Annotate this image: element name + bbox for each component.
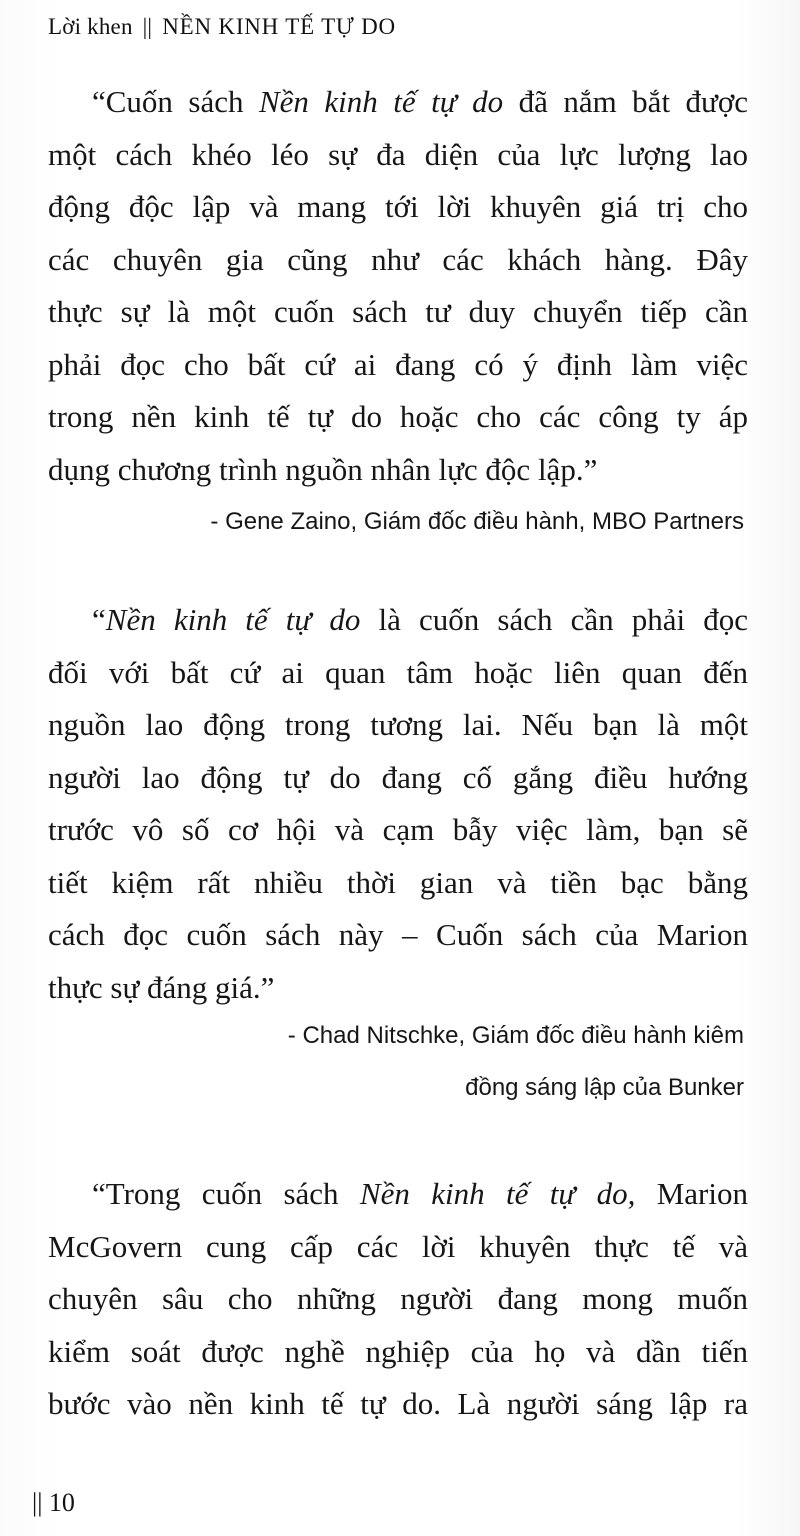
attribution-line: đồng sáng lập của Bunker xyxy=(465,1074,744,1101)
quote-line: nguồn lao động trong tương lai. Nếu bạn là một xyxy=(48,707,748,742)
quote-line: “Nền kinh tế tự do là cuốn sách cần phải đọc xyxy=(92,602,748,637)
quote-line: người lao động tự do đang cố gắng điều hướng xyxy=(48,759,748,795)
quote-line: đối với bất cứ ai quan tâm hoặc liên quan đến xyxy=(48,654,748,690)
quote-line: động độc lập và mang tới lời khuyên giá trị cho xyxy=(48,189,748,224)
quote-line: “Cuốn sách Nền kinh tế tự do đã nắm bắt được xyxy=(92,84,748,119)
quote-line: chuyên sâu cho những người đang mong muốn xyxy=(48,1281,748,1316)
header-separator: || xyxy=(142,14,153,39)
quote-line: bước vào nền kinh tế tự do. Là người sáng lập ra xyxy=(48,1386,748,1421)
quote-line: thực sự đáng giá.” xyxy=(48,969,275,1005)
page-number: || 10 xyxy=(32,1488,75,1517)
quote-line: các chuyên gia cũng như các khách hàng. Đây xyxy=(48,241,748,277)
quote-line: trong nền kinh tế tự do hoặc cho các công ty áp xyxy=(48,399,748,434)
attribution-line: - Gene Zaino, Giám đốc điều hành, MBO Partners xyxy=(210,508,744,535)
attribution-2 xyxy=(288,1010,744,1114)
quote-line: một cách khéo léo sự đa diện của lực lượng lao xyxy=(48,136,748,172)
section-label: Lời khen xyxy=(48,14,133,39)
quote-line: McGovern cung cấp các lời khuyên thực tế và xyxy=(48,1228,748,1264)
quote-line: dụng chương trình nguồn nhân lực độc lập.” xyxy=(48,451,598,487)
quote-3 xyxy=(48,1168,748,1431)
quote-line: cách đọc cuốn sách này – Cuốn sách của Marion xyxy=(48,917,748,952)
attribution-line: - Chad Nitschke, Giám đốc điều hành kiêm xyxy=(287,1022,744,1049)
book-title: NỀN KINH TẾ TỰ DO xyxy=(162,14,396,39)
quote-1 xyxy=(48,76,748,496)
quote-line: thực sự là một cuốn sách tư duy chuyển tiếp cần xyxy=(48,294,748,329)
attribution-1 xyxy=(210,496,744,548)
quote-line: phải đọc cho bất cứ ai đang có ý định làm việc xyxy=(48,346,748,382)
quote-line: “Trong cuốn sách Nền kinh tế tự do, Marion xyxy=(92,1176,748,1211)
quote-2 xyxy=(48,594,748,1014)
running-header xyxy=(48,14,396,40)
quote-line: tiết kiệm rất nhiều thời gian và tiền bạc bằng xyxy=(48,864,748,900)
quote-line: kiểm soát được nghề nghiệp của họ và dần tiến xyxy=(48,1333,748,1369)
quote-line: trước vô số cơ hội và cạm bẫy việc làm, bạn sẽ xyxy=(48,812,748,847)
